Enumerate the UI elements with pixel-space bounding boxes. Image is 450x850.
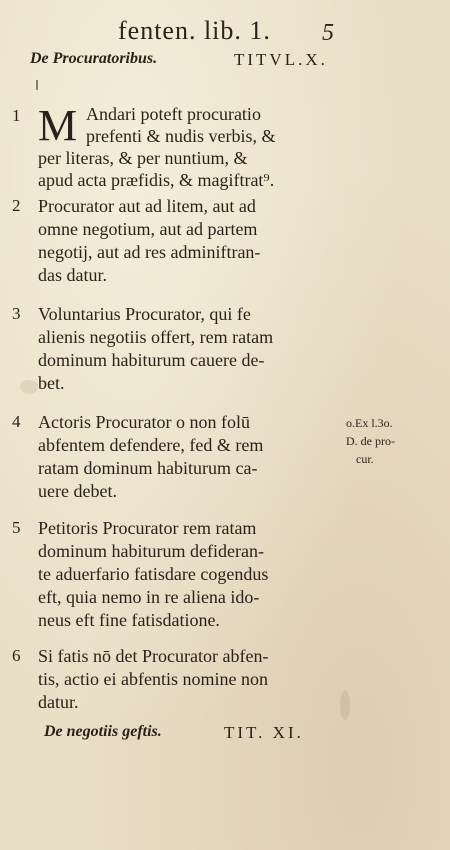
- running-head: [0, 14, 450, 48]
- paragraph-line: bet.: [38, 373, 65, 393]
- paragraph-line: datur.: [38, 692, 79, 712]
- margin-note: o.Ex l.3o.: [346, 416, 393, 430]
- paragraph-line: Actoris Procurator o non folū: [38, 412, 250, 432]
- running-title: fenten. lib. 1.: [118, 16, 271, 45]
- next-section-title: [44, 723, 374, 747]
- paragraph-line: negotij, aut ad res adminiftran-: [38, 242, 261, 262]
- page-number: 5: [322, 20, 334, 46]
- paragraph-line: neus eft fine fatisdatione.: [38, 610, 220, 630]
- paper-stain: [20, 380, 38, 394]
- paper-stain: [340, 690, 350, 720]
- paragraph-line: per literas, & per nuntium, &: [38, 148, 248, 168]
- paragraph-line: uere debet.: [38, 481, 117, 501]
- paragraph-line: Andari poteft procuratio: [86, 104, 261, 124]
- paragraph-line: prefenti & nudis verbis, &: [86, 126, 276, 146]
- paragraph-line: Procurator aut ad litem, aut ad: [38, 196, 256, 216]
- paragraph-line: ratam dominum habiturum ca-: [38, 458, 258, 478]
- paragraph-number: 4: [12, 412, 21, 431]
- paragraph-line: das datur.: [38, 265, 107, 285]
- paragraph-line: tis, actio ei abfentis nomine non: [38, 669, 268, 689]
- paragraph-line: Voluntarius Procurator, qui fe: [38, 304, 251, 324]
- paragraph-line: eft, quia nemo in re aliena ido-: [38, 587, 260, 607]
- paragraph-number: 6: [12, 646, 21, 665]
- next-title-italic: De negotiis geftis.: [44, 723, 162, 740]
- section-title-roman: TITVL.X.: [234, 50, 328, 69]
- paragraph-line: abfentem defendere, fed & rem: [38, 435, 264, 455]
- paragraph-line: alienis negotiis offert, rem ratam: [38, 327, 274, 347]
- paragraph-line: omne negotium, aut ad partem: [38, 219, 258, 239]
- paragraph-line: dominum habiturum defideran-: [38, 541, 264, 561]
- section-title-italic: De Procuratoribus.: [30, 50, 158, 67]
- drop-cap: M: [38, 101, 78, 150]
- section-title: [30, 50, 360, 76]
- decorative-mark: [36, 80, 38, 90]
- paragraph-line: te aduerfario fatisdare cogendus: [38, 564, 269, 584]
- next-title-roman: TIT. XI.: [224, 723, 304, 742]
- paragraph-number: 3: [12, 304, 21, 323]
- paragraph-number: 1: [12, 106, 21, 125]
- margin-note: cur.: [356, 452, 374, 466]
- margin-note: D. de pro-: [346, 434, 395, 448]
- paragraph-number: 5: [12, 518, 21, 537]
- paragraph-line: Petitoris Procurator rem ratam: [38, 518, 257, 538]
- paragraph-line: apud acta præfidis, & magiftrat⁹.: [38, 170, 275, 190]
- paragraph-line: Si fatis nō det Procurator abfen-: [38, 646, 269, 666]
- paragraph-number: 2: [12, 196, 21, 215]
- paragraph-line: dominum habiturum cauere de-: [38, 350, 265, 370]
